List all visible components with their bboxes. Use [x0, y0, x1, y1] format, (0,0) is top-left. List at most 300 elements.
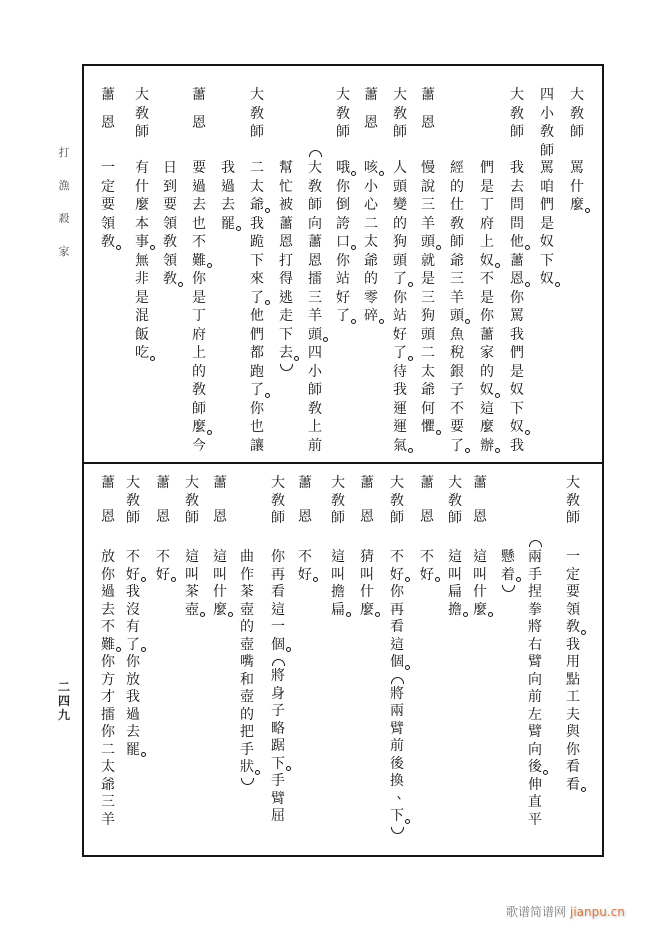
glyph: 臂	[390, 720, 404, 737]
glyph: 我	[126, 689, 140, 705]
glyph: 手	[240, 741, 254, 758]
glyph: 敎	[163, 271, 177, 287]
glyph: 去	[279, 345, 293, 361]
glyph: 兩	[528, 549, 542, 565]
glyph: 了	[336, 308, 350, 324]
glyph: 何	[421, 400, 435, 417]
glyph: 羊	[421, 215, 435, 232]
glyph: 羊	[308, 308, 322, 324]
glyph: 你	[393, 289, 407, 306]
glyph: 什	[570, 178, 584, 195]
glyph: 叫	[213, 566, 227, 583]
dialogue-text	[362, 159, 380, 326]
dialogue-text	[211, 549, 229, 619]
glyph: 的	[480, 363, 494, 380]
glyph: 叫	[331, 566, 345, 583]
glyph: 打	[279, 252, 293, 269]
glyph: 被	[279, 197, 293, 213]
glyph: 頭	[393, 252, 407, 269]
glyph: 敎	[250, 105, 264, 122]
glyph: 恩	[101, 508, 115, 525]
glyph: 難	[101, 636, 115, 653]
glyph: 再	[390, 601, 404, 618]
dialogue-column	[248, 65, 266, 462]
glyph: 府	[192, 326, 206, 343]
glyph: 我	[393, 382, 407, 398]
dialogue-column	[388, 463, 406, 855]
glyph: 你	[101, 566, 115, 583]
glyph: 蕭	[308, 234, 322, 250]
glyph: 三	[421, 289, 435, 306]
dialogue-continuation-column	[219, 65, 237, 462]
glyph: 師	[331, 510, 345, 526]
glyph: 蕭	[360, 475, 374, 491]
open-paren-mark	[388, 672, 406, 686]
glyph: 府	[480, 215, 494, 232]
glyph: 壺	[240, 601, 254, 618]
glyph: 大	[331, 475, 345, 491]
glyph: 要	[101, 197, 115, 213]
glyph: 們	[510, 345, 524, 361]
glyph: 子	[450, 382, 464, 398]
glyph: 好	[336, 289, 350, 306]
glyph: 四	[540, 87, 554, 103]
glyph: 向	[308, 215, 322, 232]
glyph: 混	[135, 308, 149, 324]
glyph: 前	[308, 437, 322, 454]
glyph: 三	[308, 289, 322, 306]
glyph: 殺	[58, 212, 70, 225]
close-paren-mark	[277, 363, 295, 375]
glyph: 師	[250, 124, 264, 140]
dialogue-column	[183, 463, 201, 855]
glyph: 你	[390, 584, 404, 600]
glyph: 麼	[135, 197, 149, 213]
glyph: 是	[421, 271, 435, 287]
glyph: 上	[480, 234, 494, 250]
glyph: 好	[393, 326, 407, 343]
glyph: 你	[101, 654, 115, 670]
glyph: 恩	[420, 508, 434, 525]
dialogue-text	[508, 159, 526, 455]
glyph: 跪	[250, 234, 264, 250]
glyph: 這	[480, 400, 494, 417]
glyph: 手	[528, 566, 542, 583]
glyph: 跑	[250, 363, 264, 380]
glyph: 爺	[250, 197, 264, 213]
dialogue-text	[478, 159, 496, 455]
glyph: 一	[101, 160, 115, 176]
glyph: 罷	[221, 215, 235, 232]
dialogue-column	[99, 463, 117, 855]
glyph: 蕭	[101, 475, 115, 491]
glyph: 師	[308, 382, 322, 398]
glyph: 敎	[540, 124, 554, 140]
glyph: 無	[135, 252, 149, 269]
dialogue-text	[269, 549, 287, 826]
glyph: 說	[421, 178, 435, 195]
glyph: 敎	[450, 215, 464, 232]
glyph: 沒	[126, 601, 140, 618]
glyph: 銀	[450, 363, 464, 380]
stage-direction-text	[306, 159, 324, 455]
glyph: 運	[393, 400, 407, 417]
glyph: 恩	[298, 508, 312, 525]
dialogue-text	[190, 159, 208, 455]
glyph: 不	[192, 234, 206, 250]
dialogue-column	[358, 463, 376, 855]
glyph: 師	[540, 142, 554, 159]
speaker-label	[329, 475, 347, 526]
glyph: 大	[510, 87, 524, 103]
glyph: 們	[480, 160, 494, 176]
glyph: 大	[126, 475, 140, 491]
glyph: 大	[336, 87, 350, 103]
dialogue-text	[564, 549, 582, 794]
dialogue-column	[133, 65, 151, 462]
glyph: 敎	[308, 400, 322, 417]
glyph: 下	[250, 252, 264, 269]
glyph: 要	[192, 160, 206, 176]
glyph: 你	[192, 271, 206, 287]
glyph: 叫	[360, 566, 374, 583]
glyph: 本	[135, 215, 149, 232]
glyph: 二	[364, 215, 378, 232]
glyph: 二	[421, 345, 435, 361]
glyph: 師	[308, 197, 322, 213]
glyph: 辦	[480, 437, 494, 454]
glyph: 敎	[185, 492, 199, 509]
glyph: 三	[101, 794, 115, 810]
glyph: 師	[390, 510, 404, 526]
glyph: 哦	[336, 160, 350, 176]
glyph: 狀	[240, 759, 254, 775]
speaker-label	[508, 86, 526, 140]
speaker-label	[154, 475, 172, 526]
glyph: 二	[57, 680, 70, 694]
glyph: 向	[528, 671, 542, 688]
glyph: 家	[480, 345, 494, 361]
glyph: 下	[540, 252, 554, 269]
speaker-label	[183, 475, 201, 526]
glyph: 看	[566, 759, 580, 775]
glyph: 頭	[308, 326, 322, 343]
glyph: 平	[528, 811, 542, 828]
glyph: 氣	[393, 437, 407, 454]
glyph: 得	[279, 271, 293, 287]
glyph: 敎	[101, 234, 115, 250]
glyph: 敎	[510, 105, 524, 122]
glyph: 拳	[528, 601, 542, 618]
glyph: 蕭	[298, 475, 312, 491]
glyph: 麼	[480, 419, 494, 435]
glyph: 個	[390, 654, 404, 670]
glyph: 去	[510, 178, 524, 195]
glyph: 一	[566, 549, 580, 565]
glyph: 是	[480, 178, 494, 195]
speaker-label	[124, 475, 142, 526]
glyph: 問	[510, 215, 524, 232]
dialogue-column	[296, 463, 314, 855]
glyph: 羊	[450, 289, 464, 306]
speaker-label	[133, 86, 151, 140]
glyph: 與	[566, 724, 580, 740]
glyph: 碎	[364, 308, 378, 324]
speaker-label	[248, 86, 266, 140]
dialogue-column	[211, 463, 229, 855]
glyph: 不	[480, 271, 494, 287]
glyph: 們	[250, 326, 264, 343]
glyph: 罵	[510, 308, 524, 324]
glyph: 敎	[390, 492, 404, 509]
glyph: 扁	[331, 601, 345, 618]
close-paren-mark	[499, 584, 517, 596]
glyph: 奴	[510, 382, 524, 398]
dialogue-continuation-column	[478, 65, 496, 462]
watermark	[506, 903, 625, 920]
glyph: 我	[566, 636, 580, 653]
glyph: 麼	[360, 601, 374, 618]
glyph: 我	[510, 437, 524, 454]
glyph: 上	[308, 419, 322, 435]
glyph: 今	[192, 437, 206, 454]
glyph: 敎	[126, 492, 140, 509]
glyph: 是	[540, 215, 554, 232]
glyph: 曲	[240, 549, 254, 565]
glyph: 去	[221, 197, 235, 213]
glyph: 的	[450, 178, 464, 195]
glyph: 兩	[390, 703, 404, 719]
speaker-label	[418, 475, 436, 526]
glyph: 太	[421, 363, 435, 380]
glyph: 小	[364, 178, 378, 195]
glyph: 和	[240, 671, 254, 688]
glyph: 右	[528, 636, 542, 653]
glyph: 日	[163, 160, 177, 176]
glyph: 要	[163, 197, 177, 213]
glyph: 走	[279, 308, 293, 324]
dialogue-column	[269, 463, 287, 855]
glyph: 太	[250, 178, 264, 195]
glyph: 他	[510, 234, 524, 250]
glyph: 點	[566, 671, 580, 688]
glyph: 師	[448, 510, 462, 526]
speaker-label	[99, 475, 117, 526]
glyph: 不	[420, 549, 434, 565]
glyph: 壺	[240, 636, 254, 653]
glyph: 了	[393, 345, 407, 361]
glyph: 幫	[279, 160, 293, 176]
glyph: 的	[240, 706, 254, 723]
glyph: 飯	[135, 326, 149, 343]
glyph: 好	[156, 566, 170, 583]
dialogue-text	[248, 159, 266, 455]
open-paren-mark	[526, 535, 544, 549]
dialogue-column	[154, 463, 172, 855]
glyph: 蕭	[213, 475, 227, 491]
speaker-label	[362, 86, 380, 133]
glyph: 師	[570, 124, 584, 140]
speaker-label	[99, 86, 117, 133]
glyph: 恩	[473, 508, 487, 525]
glyph: 恩	[510, 271, 524, 287]
glyph: 了	[250, 289, 264, 306]
glyph: 臂	[528, 724, 542, 740]
glyph: 着	[501, 566, 515, 583]
glyph: 恩	[101, 115, 115, 131]
glyph: 下	[390, 808, 404, 824]
dialogue-text	[161, 159, 179, 289]
dialogue-column	[362, 65, 380, 462]
glyph: 領	[566, 601, 580, 618]
glyph: 不	[390, 549, 404, 565]
glyph: 經	[450, 160, 464, 176]
glyph: 子	[271, 703, 285, 719]
glyph: 左	[528, 706, 542, 723]
speaker-label	[334, 86, 352, 140]
glyph: 直	[528, 794, 542, 810]
dialogue-continuation-column	[161, 65, 179, 462]
glyph: 吃	[135, 345, 149, 361]
glyph: 這	[185, 549, 199, 565]
glyph: 後	[528, 759, 542, 775]
dialogue-column	[124, 463, 142, 855]
lower-panel	[0, 463, 655, 855]
glyph: 什	[473, 584, 487, 600]
dialogue-text	[296, 549, 314, 584]
glyph: 師	[271, 510, 285, 526]
glyph: 去	[192, 197, 206, 213]
glyph: 叫	[448, 566, 462, 583]
glyph: 伸	[528, 776, 542, 793]
glyph: 把	[240, 724, 254, 740]
glyph: 敎	[163, 234, 177, 250]
stage-direction-text	[277, 159, 295, 375]
glyph: 師	[566, 510, 580, 526]
glyph: 口	[336, 234, 350, 250]
glyph: 蕭	[510, 252, 524, 269]
glyph: 敎	[393, 105, 407, 122]
glyph: 難	[192, 252, 206, 269]
glyph: 敎	[448, 492, 462, 509]
dialogue-text	[388, 549, 406, 838]
glyph: 人	[393, 160, 407, 176]
stage-direction-column	[306, 65, 324, 462]
glyph: 羊	[101, 811, 115, 828]
glyph: 蕭	[101, 87, 115, 103]
dialogue-text	[391, 159, 409, 455]
dialogue-text	[448, 159, 466, 455]
glyph: 擂	[101, 706, 115, 723]
glyph: 你	[336, 178, 350, 195]
glyph: 不	[101, 619, 115, 635]
glyph: 臂	[271, 790, 285, 807]
glyph: 師	[192, 400, 206, 417]
glyph: 捏	[528, 584, 542, 600]
glyph: 是	[192, 289, 206, 306]
glyph: 什	[360, 584, 374, 600]
glyph: 後	[390, 755, 404, 772]
dialogue-column	[418, 463, 436, 855]
dialogue-continuation-column	[448, 65, 466, 462]
dialogue-column	[391, 65, 409, 462]
glyph: 四	[57, 694, 70, 708]
glyph: 問	[510, 197, 524, 213]
glyph: 過	[101, 584, 115, 600]
glyph: 用	[566, 654, 580, 670]
glyph: 上	[192, 345, 206, 361]
speaker-label	[358, 475, 376, 526]
glyph: 事	[135, 234, 149, 250]
glyph: 過	[192, 178, 206, 195]
dialogue-column	[508, 65, 526, 462]
glyph: 敎	[271, 492, 285, 509]
glyph: 二	[101, 741, 115, 758]
glyph: 來	[250, 271, 264, 287]
dialogue-text	[133, 159, 151, 363]
glyph: 大	[185, 475, 199, 491]
dialogue-column	[190, 65, 208, 462]
glyph: 叫	[473, 566, 487, 583]
glyph: 我	[510, 326, 524, 343]
glyph: 非	[135, 271, 149, 287]
glyph: 有	[126, 619, 140, 635]
glyph: 了	[450, 437, 464, 454]
glyph: 下	[279, 326, 293, 343]
glyph: 大	[308, 160, 322, 176]
glyph: 魚	[450, 326, 464, 343]
glyph: 這	[473, 549, 487, 565]
glyph: 蕭	[420, 475, 434, 491]
open-paren-mark	[269, 654, 287, 668]
glyph: 踞	[271, 738, 285, 754]
speaker-label	[269, 475, 287, 526]
upper-panel	[0, 65, 655, 462]
glyph: 頭	[421, 326, 435, 343]
glyph: 罵	[570, 160, 584, 176]
glyph: 猜	[360, 549, 374, 565]
glyph: 大	[250, 87, 264, 103]
dialogue-text	[471, 549, 489, 619]
dialogue-column	[329, 463, 347, 855]
glyph: 大	[135, 87, 149, 103]
glyph: 大	[566, 475, 580, 491]
glyph: 懸	[501, 549, 515, 565]
glyph: 你	[250, 400, 264, 417]
glyph: 看	[271, 584, 285, 600]
dialogue-text	[154, 549, 172, 584]
glyph: 麼	[570, 197, 584, 213]
glyph: 擂	[308, 271, 322, 287]
glyph: 前	[390, 738, 404, 754]
stage-direction-text	[499, 549, 517, 596]
glyph: 的	[364, 271, 378, 287]
glyph: 這	[390, 636, 404, 653]
speaker-label	[538, 86, 556, 159]
glyph: 茶	[240, 584, 254, 600]
glyph: 小	[540, 105, 554, 122]
glyph: 忙	[279, 178, 293, 195]
glyph: 咱	[540, 178, 554, 195]
glyph: 運	[393, 419, 407, 435]
glyph: 嘴	[240, 654, 254, 670]
glyph: 壺	[185, 601, 199, 618]
glyph: 站	[336, 271, 350, 287]
speaker-label	[471, 475, 489, 526]
glyph: 換	[390, 773, 404, 789]
glyph: 將	[390, 685, 404, 702]
glyph: 爺	[450, 252, 464, 269]
